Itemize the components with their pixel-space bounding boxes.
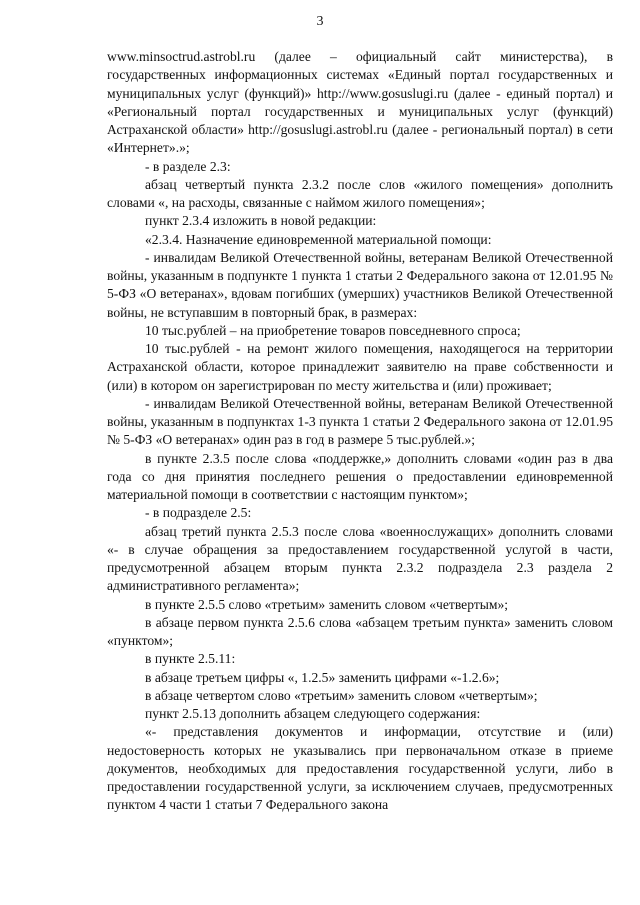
paragraph-17: в абзаце четвертом слово «третьим» заменить словом «четвертым»; [145, 687, 538, 703]
paragraph-19: «- представления документов и информации, отсутствие и (или) недостоверность которых не указывались при первоначальном отказе в приеме документов, необходимых для предоставления государственной услуги, либо в предоставлении государственной услуги, за исключением случаев, предусмотренных пунктом 4 части 1 статьи 7 Федерального закона [107, 724, 613, 813]
paragraph-14: в абзаце первом пункта 2.5.6 слова «абзацем третьим пункта» заменить словом «пунктом»; [107, 614, 613, 648]
paragraph-12: абзац третий пункта 2.5.3 после слова «военнослужащих» дополнить словами «- в случае обращения за предоставлением государственной услугой в части, предусмотренной абзацем вторым пункта 2.3.2 подраздела 2.3 раздела 2 административного регламента»; [107, 523, 613, 594]
paragraph-10: в пункте 2.3.5 после слова «поддержке,» дополнить словами «один раз в два года со дня принятия последнего решения о предоставлении единовременной материальной помощи в соответствии с настоящим пунктом»; [107, 450, 613, 502]
document-body [107, 48, 613, 815]
paragraph-13: в пункте 2.5.5 слово «третьим» заменить словом «четвертым»; [145, 596, 509, 612]
paragraph-11: - в подразделе 2.5: [145, 505, 252, 521]
paragraph-16: в абзаце третьем цифры «, 1.2.5» заменить цифрами «-1.2.6»; [145, 669, 500, 685]
paragraph-1: www.minsoctrud.astrobl.ru (далее – официальный сайт министерства), в государственных информационных системах «Единый портал государственных и муниципальных услуг (функций)» http://www.gosuslugi.ru (далее - единый портал) и «Региональный портал государственных и муниципальных услуг (функций) Астраханской области» http://gosuslugi.astrobl.ru (далее - региональный портал) в сети «Интернет».»; [107, 49, 613, 156]
page-number: 3 [316, 14, 324, 29]
paragraph-4: пункт 2.3.4 изложить в новой редакции: [145, 213, 377, 229]
paragraph-9: - инвалидам Великой Отечественной войны, ветеранам Великой Отечественной войны, указанным в подпунктах 1-3 пункта 1 статьи 2 Федерального закона от 12.01.95 № 5-ФЗ «О ветеранах» один раз в год в размере 5 тыс.рублей.»; [107, 395, 613, 448]
paragraph-15: в пункте 2.5.11: [145, 651, 236, 667]
paragraph-6: - инвалидам Великой Отечественной войны, ветеранам Великой Отечественной войны, указанным в подпункте 1 пункта 1 статьи 2 Федерального закона от 12.01.95 № 5-ФЗ «О ветеранах», вдовам погибших (умерших) участников Великой Отечественной войны, не вступавшим в повторный брак, в размерах: [107, 249, 613, 320]
paragraph-2: - в разделе 2.3: [145, 158, 231, 174]
paragraph-8: 10 тыс.рублей - на ремонт жилого помещения, находящегося на территории Астраханской области, которое принадлежит заявителю на праве собственности и (или) в котором он зарегистрирован по месту жительства и (или) проживает; [107, 341, 613, 393]
paragraph-7: 10 тыс.рублей – на приобретение товаров повседневного спроса; [145, 322, 521, 338]
paragraph-5: «2.3.4. Назначение единовременной материальной помощи: [145, 231, 492, 247]
paragraph-18: пункт 2.5.13 дополнить абзацем следующего содержания: [145, 706, 481, 721]
paragraph-3: абзац четвертый пункта 2.3.2 после слов «жилого помещения» дополнить словами «, на расходы, связанные с наймом жилого помещения»; [107, 176, 613, 210]
